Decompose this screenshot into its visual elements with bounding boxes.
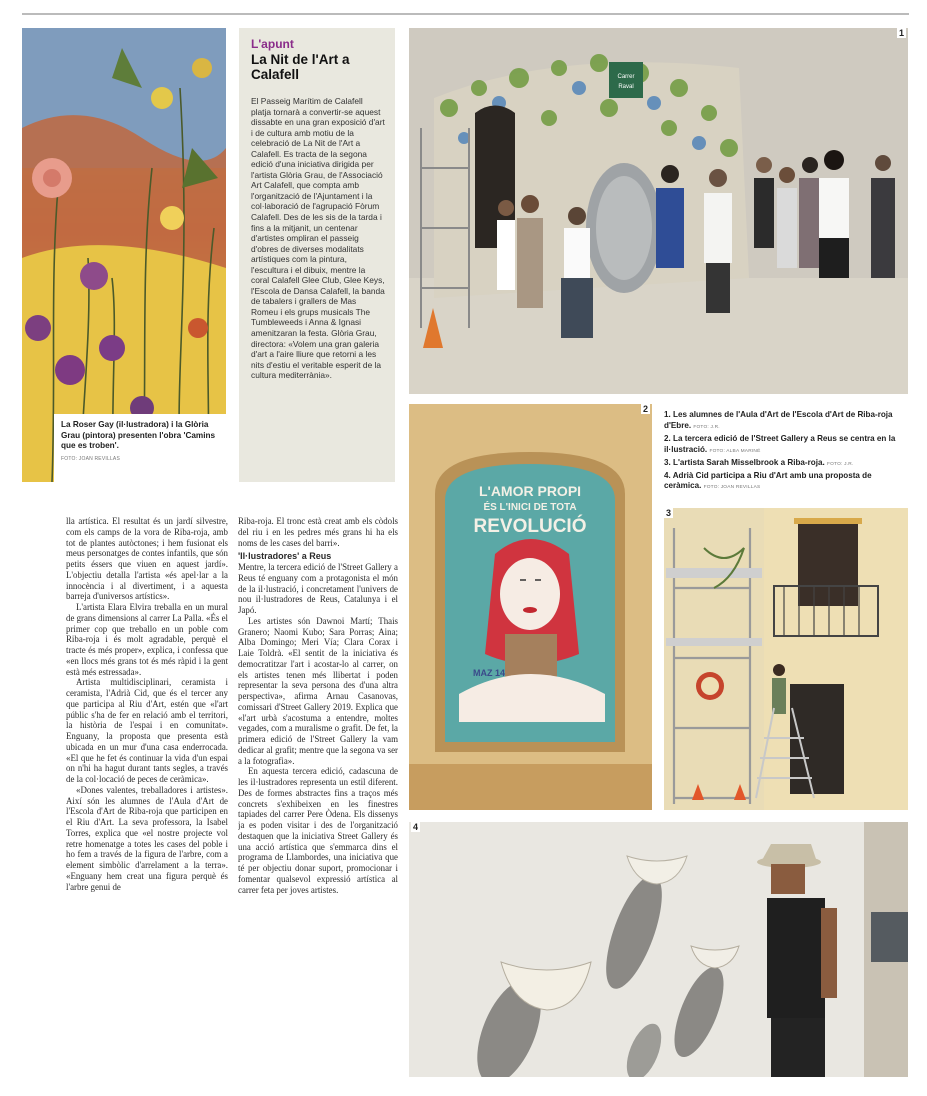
apunt-headline: La Nit de l'Art a Calafell [251, 52, 350, 82]
photo-1-scene [409, 28, 908, 394]
apunt-sidebar [239, 28, 395, 482]
painting-caption-text: La Roser Gay (il·lustradora) i la Glòria Grau (pintora) presenten l'obra 'Camins que es troben'. [61, 420, 216, 450]
article-paragraph: L'artista Elara Elvira treballa en un mural de grans dimensions al carrer La Palla. «És el primer cop que treballo en un poble com Riba-roja i és molt agradable, perquè el tracte és més proper», explica, i confessa que «en llocs més grans tot és més ràpid i la gent està més estressada». [66, 602, 228, 677]
photo-1-mural-group [409, 28, 908, 394]
poster-line-3: REVOLUCIÓ [473, 516, 587, 537]
photo-3-number: 3 [666, 508, 672, 518]
photo-1-number: 1 [898, 28, 904, 38]
photo-2-scene [409, 404, 652, 810]
caption-credit: FOTO: J.R. [826, 461, 854, 467]
photo-2-poster [409, 404, 652, 810]
street-sign-line1: Carrer [617, 74, 635, 80]
caption-credit: FOTO: ALBA MARINÉ [709, 448, 761, 454]
article-paragraph: Les artistes són Dawnoi Martí; Thais Granero; Naomi Kubo; Sara Porras; Aina; Alba Domingo; Meri Vía; Clara Corax i Laie Toldrà. «El sentit de la iniciativa és democratitzar l'art i acostar-lo al carrer, on els artistes tenen més llibertat i poden representar la seva persona des d'una altra perspectiva», afirma Arnau Casanovas, comissari d'Street Gallery 2019. Explica que «l'art urbà s'acostuma a entendre, moltes vegades, com a muralisme o grafit. De fet, la primera edició de l'Street Gallery la vam dedicar al grafit; mentre que la segona va ser a la fotografia». [238, 615, 398, 766]
article-paragraph: lla artística. El resultat és un jardí silvestre, com els camps de la vora de Riba-roja, amb tot de plantes autòctones; i hem fusionat els meus personatges de contes infantils, que són petits éssers que viuen en aquest jardí». L'objectiu detalla l'artista «és apel·lar a la innocència i al divertiment, i a aquesta barreja d'universos artístics». [66, 516, 228, 602]
apunt-kicker: L'apunt [251, 37, 294, 51]
article-paragraph: En aquesta tercera edició, cadascuna de les il·lustradores representa un estil diferent. Des de formes abstractes fins a traços més concrets s'exhibeixen en les finestres tapiades del carrer Pere Òdena. Els dissenys ja es poden visitar i des de l'organització destaquen que la iniciativa Street Gallery és una acció artística que s'emmarca dins el programa de Llambordes, una iniciativa que té per objectiu donar suport, promocionar i fomentar qualsevol expressió artística al carrer feta per joves artistes. [238, 766, 398, 895]
apunt-body: El Passeig Marítim de Calafell platja tornarà a convertir-se aquest dissabte en una gran exposició d'art i de cultura amb motiu de la celebració de La Nit de l'Art a Calafell. Es tracta de la segona edició d'una iniciativa dirigida per l'artista Glòria Grau, de l'Associació Art Calafell, que compta amb l'organització de l'Ajuntament i la col·laboració de l'agrupació Fòrum Calafell. Des de les sis de la tarda i fins a la mitjanit, un centenar d'artistes ompliran el passeig d'obres de diverses modalitats artístiques com la pintura, l'escultura i el dibuix, mentre la coral Calafell Glee Club, Glee Keys, l'Escola de Dansa Calafell, la banda de tabalers i grallers de Mas Romeu i els grups musicals The Tumbleweeds i Anna & Ignasi amenitzaran la festa. Glòria Grau, directora: «Volem una gran galeria d'art a l'aire lliure que retorni a les nits d'estiu el veritable esperit de la cultura mediterrània». [251, 96, 385, 381]
painting-caption-credit: FOTO: JOAN REVILLAS [61, 455, 121, 462]
caption-text: 3. L'artista Sarah Misselbrook a Riba-roja. [664, 457, 825, 467]
painting-caption [54, 414, 226, 482]
caption-text: 1. Les alumnes de l'Aula d'Art de l'Escola d'Art de Riba-roja d'Ebre. [664, 410, 893, 430]
article-column-1 [66, 516, 228, 1088]
photo-3-scene [664, 508, 908, 810]
street-sign-line2: Raval [618, 84, 634, 90]
photo-4-number: 4 [413, 822, 419, 832]
article-paragraph: «Dones valentes, treballadores i artistes». Així són les alumnes de l'Aula d'Art de l'Escola d'Art de Riba-roja que participen en el Riu d'Art. La seva professora, la Isabel Torres, explica que «el nostre projecte vol retre homenatge a totes les cases del poble i ho fem a través de la figura de l'arbre, com a element simbòlic d'arrelament a la terra». «Enguany hem creat una figura perquè és l'arbre genui de [66, 784, 228, 892]
caption-item [664, 434, 908, 458]
poster-tag: MAZ 14 [473, 668, 506, 678]
photo-4-scene [409, 822, 908, 1077]
caption-credit: FOTO: J.R. [693, 424, 720, 430]
top-rule [22, 13, 909, 15]
poster-line-1: L'AMOR PROPI [478, 483, 582, 499]
caption-text: 2. La tercera edició de l'Street Gallery a Reus se centra en la il·lustració. [664, 433, 896, 454]
article-paragraph: Artista multidisciplinari, ceramista i ceramista, l'Adrià Cid, que és el tercer any que participa al Riu d'Art, estén que «l'art públic s'ha de fer en relació amb el territori, la història de l'espai i en comunitat». Enguany, la proposta que presenta està ubicada en un mur d'una casa enderrocada. «El que he fet és continuar la vida d'un espai on n'hi ha hagut durant tants segles, a través de la col·locació de peces de ceràmica». [66, 677, 228, 784]
photo-3-facade [664, 508, 908, 810]
caption-credit: FOTO: JOAN REVILLAS [703, 485, 761, 491]
caption-text: 4. Adrià Cid participa a Riu d'Art amb una proposta de ceràmica. [664, 470, 872, 491]
caption-item [664, 471, 908, 495]
article-column-2 [238, 516, 398, 1088]
photo-2-number: 2 [642, 404, 648, 414]
article-paragraph: Mentre, la tercera edició de l'Street Gallery a Reus té enguany com a protagonista el món de la il·lustració, i concretament l'univers de nou il·lustradores de Reus, Catalunya i el Japó. [238, 562, 398, 615]
caption-item [664, 410, 908, 434]
article-paragraph: Riba-roja. El tronc està creat amb els còdols del riu i en les pedres més grans hi ha els noms de les cases del barri». [238, 516, 398, 548]
caption-item [664, 458, 908, 471]
photo-captions [664, 410, 908, 502]
poster-line-2: ÉS L'INICI DE TOTA [483, 502, 577, 513]
article-subhead: 'Il·lustradores' a Reus [238, 551, 332, 562]
photo-4-ceramics [409, 822, 908, 1077]
